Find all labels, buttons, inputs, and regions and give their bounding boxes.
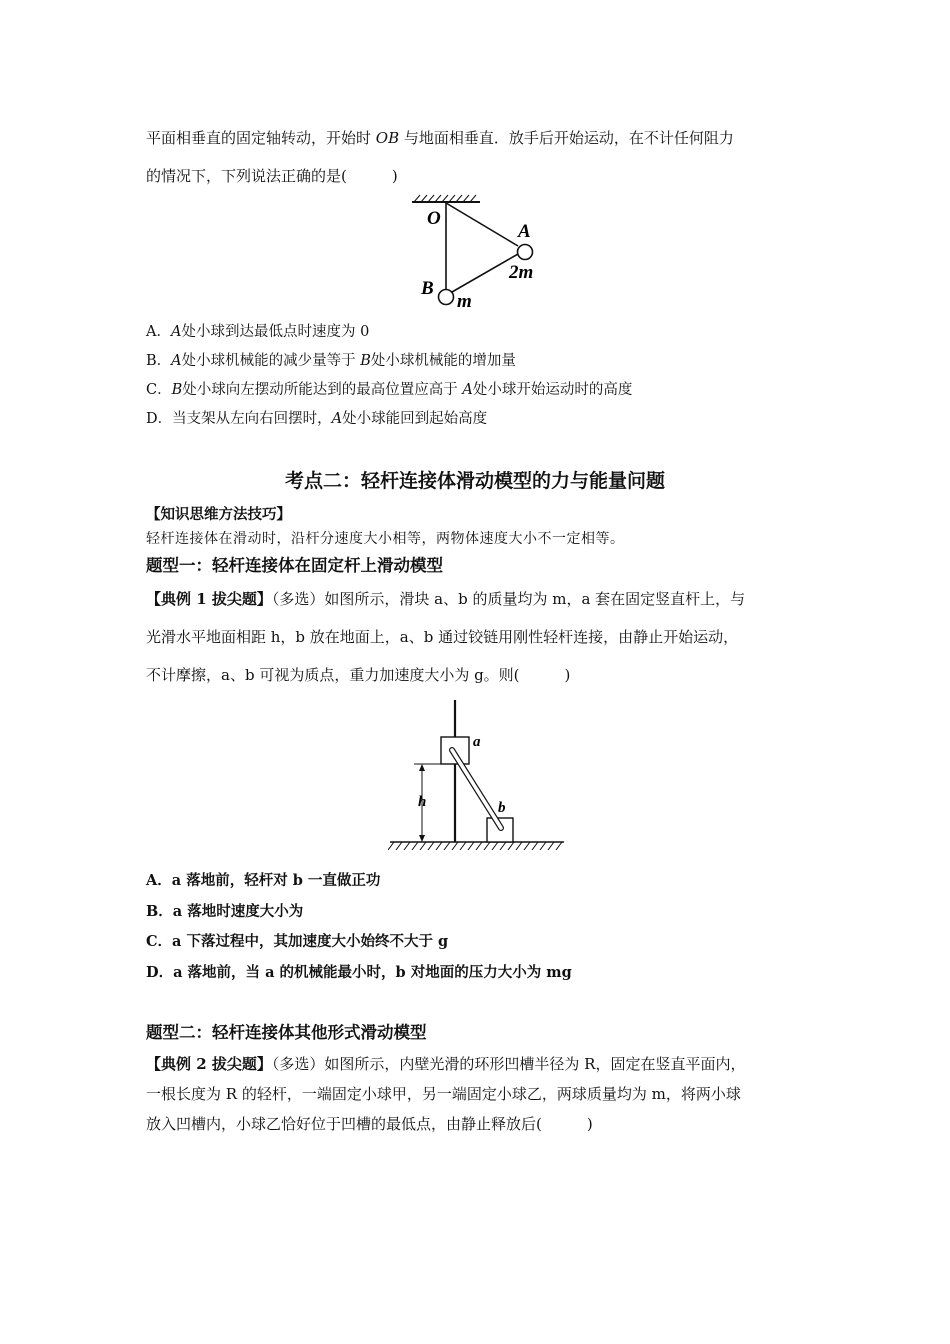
example-tag: 【典例 1 拔尖题】	[146, 590, 272, 608]
section-heading: 考点二：轻杆连接体滑动模型的力与能量问题	[284, 470, 665, 492]
intro-line-2: 的情况下，下列说法正确的是( )	[146, 167, 398, 185]
label-mass-a: 2m	[509, 262, 534, 283]
q1-option-c	[146, 378, 632, 399]
label-h: h	[418, 794, 427, 810]
label-o: O	[427, 208, 441, 229]
option-letter: C．	[146, 382, 172, 398]
option-letter: D．当支架从左向右回摆时，	[146, 411, 332, 427]
q1-option-d	[146, 407, 487, 428]
option-text: 处小球机械能的增加量	[370, 353, 516, 369]
label-a: A	[518, 221, 531, 242]
example-text: （多选）如图所示，滑块 a、b 的质量均为 m，a 套在固定竖直杆上，与	[271, 590, 746, 608]
rigid-rod-inner	[452, 750, 501, 828]
ex2-line-2: 一根长度为 R 的轻杆，一端固定小球甲，另一端固定小球乙，两球质量均为 m，将两小球	[146, 1085, 741, 1103]
ground-hatch	[388, 842, 562, 850]
ex1-option-d: D．a 落地前，当 a 的机械能最小时，b 对地面的压力大小为 mg	[146, 964, 572, 981]
option-var: B	[360, 353, 371, 369]
option-text: 处小球到达最低点时速度为 0	[181, 324, 370, 340]
ex1-option-a: A．a 落地前，轻杆对 b 一直做正功	[146, 872, 381, 889]
ex1-option-b: B．a 落地时速度大小为	[146, 903, 304, 920]
label-mass-b: m	[457, 291, 472, 312]
label-a: a	[473, 734, 481, 750]
pendulum-diagram	[400, 193, 560, 315]
option-var: A	[170, 324, 182, 340]
intro-text: 与地面相垂直．放手后开始运动，在不计任何阻力	[399, 129, 734, 147]
example-tag: 【典例 2 拔尖题】	[146, 1055, 272, 1073]
label-b: b	[498, 800, 506, 816]
example-text: （多选）如图所示，内壁光滑的环形凹槽半径为 R，固定在竖直平面内，	[271, 1055, 746, 1073]
option-text: 处小球能回到起始高度	[342, 411, 488, 427]
q1-option-a	[146, 320, 369, 341]
height-arrow-up	[419, 764, 425, 771]
option-text: 处小球向左摆动所能达到的最高位置应高于	[182, 382, 463, 398]
option-text: 处小球开始运动时的高度	[472, 382, 633, 398]
option-var: B	[171, 382, 183, 398]
option-var: A	[331, 411, 343, 427]
height-arrow-down	[419, 835, 425, 842]
ex1-line-1	[146, 588, 745, 609]
option-letter: A．	[146, 324, 171, 340]
tips-title: 【知识思维方法技巧】	[146, 507, 291, 523]
ex2-line-1	[146, 1053, 745, 1074]
label-b: B	[421, 278, 434, 299]
ex1-option-c: C．a 下落过程中，其加速度大小始终不大于 g	[146, 933, 449, 950]
tips-text: 轻杆连接体在滑动时，沿杆分速度大小相等，两物体速度大小不一定相等。	[146, 531, 625, 547]
sliding-rod-diagram	[388, 700, 568, 852]
type2-title: 题型二：轻杆连接体其他形式滑动模型	[146, 1023, 427, 1042]
rod-oa	[446, 203, 518, 246]
ball-b	[439, 290, 454, 305]
intro-var-ob: OB	[375, 129, 400, 147]
option-var: A	[462, 382, 473, 398]
type1-title: 题型一：轻杆连接体在固定杆上滑动模型	[146, 556, 443, 575]
option-text: 处小球机械能的减少量等于	[181, 353, 361, 369]
q1-option-b	[146, 349, 516, 370]
option-var: A	[171, 353, 182, 369]
ex2-line-3: 放入凹槽内，小球乙恰好位于凹槽的最低点，由静止释放后( )	[146, 1115, 593, 1133]
ball-a	[518, 245, 533, 260]
ex1-line-2: 光滑水平地面相距 h，b 放在地面上，a、b 通过铰链用刚性轻杆连接，由静止开始运动，	[146, 628, 739, 646]
option-letter: B．	[146, 353, 172, 369]
ex1-line-3: 不计摩擦，a、b 可视为质点，重力加速度大小为 g。则( )	[146, 666, 571, 684]
intro-line-1	[146, 127, 734, 148]
ceiling-hatch	[414, 195, 476, 202]
intro-text: 平面相垂直的固定轴转动，开始时	[146, 129, 376, 147]
